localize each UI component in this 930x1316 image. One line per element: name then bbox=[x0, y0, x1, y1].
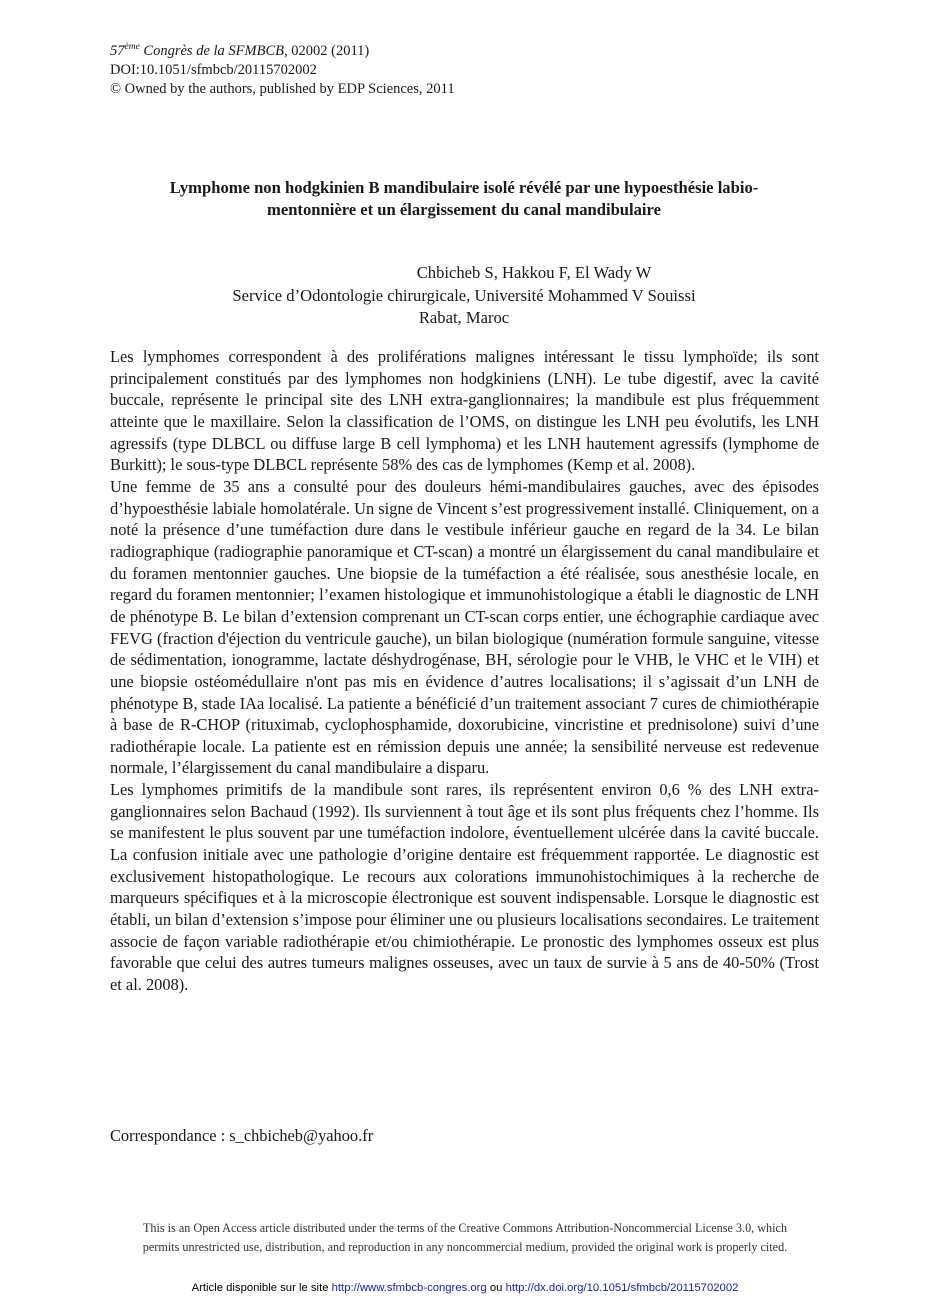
license-line-2: permits unrestricted use, distribution, and reproduction in any noncommercial medium, provided the original work is properly cited. bbox=[142, 1240, 788, 1254]
paragraph-discussion: Les lymphomes primitifs de la mandibule sont rares, ils représentent environ 0,6 % des LNH extra-ganglionnaires selon Bachaud (1992). Ils surviennent à tout âge et ils sont plus fréquents chez l’homme. Ils se manifestent le plus souvent par une tuméfaction indolore, éventuellement ulcérée dans la cavité buccale. La confusion initiale avec une pathologie d’origine dentaire est fréquemment rapportée. Le diagnostic est exclusivement histopathologique. Le recours aux colorations immunohistochimiques à la recherche de marqueurs spécifiques et à la microscopie électronique est souvent indispensable. Lorsque le diagnostic est établi, un bilan d’extension s’impose pour éliminer une ou plusieurs localisations secondaires. Le traitement associe de façon variable radiothérapie et/ou chimiothérapie. Le pronostic des lymphomes osseux est plus favorable que celui des autres tumeurs malignes osseuses, avec un taux de survie à 5 ans de 40-50% (Trost et al. 2008). bbox=[110, 780, 819, 995]
title-line-1: Lymphome non hodgkinien B mandibulaire isolé révélé par une hypoesthésie labio- bbox=[169, 178, 759, 197]
congress-line bbox=[110, 42, 455, 61]
congress-number: 57 bbox=[110, 43, 125, 59]
doi-line: DOI:10.1051/sfmbcb/20115702002 bbox=[110, 62, 317, 78]
author-city: Rabat, Maroc bbox=[418, 308, 510, 327]
correspondence: Correspondance : s_chbicheb@yahoo.fr bbox=[110, 1126, 374, 1145]
abstract-body bbox=[110, 346, 819, 996]
author-affiliation: Service d’Odontologie chirurgicale, Université Mohammed V Souissi bbox=[232, 285, 696, 305]
congress-site-link[interactable]: http://www.sfmbcb-congres.org bbox=[331, 1282, 487, 1294]
license-line-1: This is an Open Access article distributed under the terms of the Creative Commons Attribution-Noncommercial License 3.0, which bbox=[142, 1221, 788, 1235]
paragraph-case-report: Une femme de 35 ans a consulté pour des douleurs hémi-mandibulaires gauches, avec des épisodes d’hypoesthésie labiale homolatérale. Un signe de Vincent s’est progressivement installé. Cliniquement, on a noté la présence d’une tuméfaction dure dans le vestibule inférieur gauche en regard de la 34. Le bilan radiographique (radiographie panoramique et CT-scan) a montré un élargissement du canal mandibulaire et du foramen mentonnier gauches. Une biopsie de la tuméfaction a été réalisée, sous anesthésie locale, en regard du foramen mentonnier; l’examen histologique et immunohistologique a établi le diagnostic de LNH de phénotype B. Le bilan d’extension comprenant un CT-scan corps entier, une échographie cardiaque avec FEVG (fraction d'éjection du ventricule gauche), un bilan biologique (numération formule sanguine, vitesse de sédimentation, ionogramme, lactate déshydrogénase, BH, sérologie pour le VHB, le VHC et le VIH) et une biopsie ostéomédullaire n'ont pas mis en évidence d’autres localisations; il s’agissait d’un LNH de phénotype B, stade IAa localisé. La patiente a bénéficié d’un traitement associant 7 cures de chimiothérapie à base de R-CHOP (rituximab, cyclophosphamide, doxorubicine, vincristine et prednisolone) suivi d’une radiothérapie locale. La patiente est en rémission depuis une année; la sensibilité nerveuse est redevenue normale, l’élargissement du canal mandibulaire a disparu. bbox=[110, 476, 819, 778]
title-line-2: mentonnière et un élargissement du canal mandibulaire bbox=[267, 200, 661, 219]
copyright-line: © Owned by the authors, published by EDP Sciences, 2011 bbox=[110, 81, 455, 97]
availability-footer bbox=[60, 1282, 870, 1294]
congress-ref: , 02002 (2011) bbox=[283, 43, 370, 59]
congress-name: Congrès de la SFMBCB bbox=[143, 43, 284, 59]
license-notice bbox=[100, 1219, 830, 1257]
footer-prefix: Article disponible sur le site bbox=[191, 1282, 332, 1294]
paper-title bbox=[110, 177, 818, 221]
publication-header bbox=[110, 42, 455, 99]
paragraph-introduction: Les lymphomes correspondent à des proliférations malignes intéressant le tissu lymphoïde; ils sont principalement constitués par des lymphomes non hodgkiniens (LNH). Le tube digestif, avec la cavité buccale, représente le principal site des LNH extra-ganglionnaires; la mandibule est plus fréquemment atteinte que le maxillaire. Selon la classification de l’OMS, on distingue les LNH peu évolutifs, les LNH agressifs (type DLBCL ou diffuse large B cell lymphoma) et les LNH hautement agressifs (lymphome de Burkitt); le sous-type DLBCL représente 58% des cas de lymphomes (Kemp et al. 2008). bbox=[110, 347, 819, 475]
author-names: Chbicheb S, Hakkou F, El Wady W bbox=[416, 263, 652, 282]
footer-middle: ou bbox=[486, 1282, 506, 1294]
doi-link[interactable]: http://dx.doi.org/10.1051/sfmbcb/20115702002 bbox=[505, 1282, 739, 1294]
author-block bbox=[110, 262, 818, 330]
congress-superscript: ème bbox=[124, 42, 140, 52]
